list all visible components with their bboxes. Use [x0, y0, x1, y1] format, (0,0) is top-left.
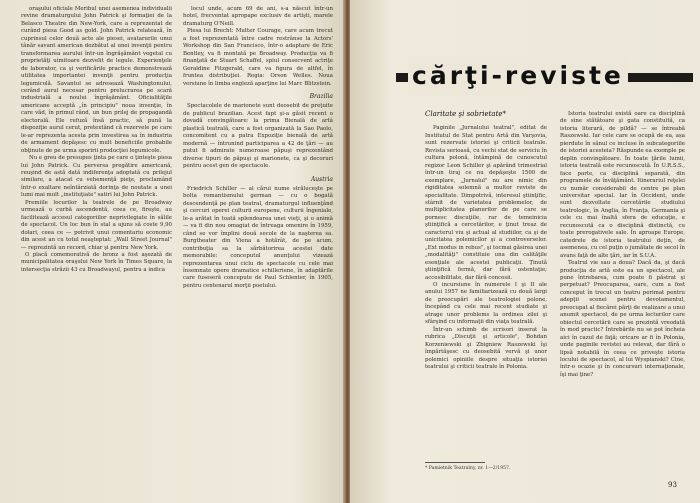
left-col-2 — [183, 6, 333, 290]
paragraph: Premiile locurilor la teatrele de pe Broadway urmează o curbă ascendentă, ceea ce, fireşte, au facilitează accesul categoriilor neprivilegiate în sălile de spectacol. Un loc bun în stal a ajuns să coste 9,90 dolari, ceea ce — potrivit unui comentariu economic din acest an cu totul neaşteptat: „Wall Street Journal" — reprezintă un record, chiar şi pentru New York. — [21, 199, 172, 251]
paragraph: O placă comemorativă de bronz a fost aşezată de municipalitatea oraşului New York în Times Square, la intersecţia străzii 43 cu Broadwayul, pentru a indica — [21, 251, 172, 273]
country-heading-austria: Austria — [310, 175, 333, 183]
paragraph: Istoria teatrului există oare ca disciplină de sine stătătoare şi gata constituită, ca istoria literară, de pildă? — se întreabă Raszewski. Iar cele care se ocupă de ea, așa pierdute în sânul ce incluse în subcategoriile de istoriei acesteia? Răspunde ea exemple pe deplin convingătoare. În toate ţările lumii, istoria teatrală este recunoscută. În U.R.S.S., face parte, ca disciplină separată, din programele de învăţământ. Itinerariul reţelei cu număr considerabil de centre pe plan universitar special. Iar în Occident, unde sunt dezvoltate cercetările studiului teatrologic, în Anglia, în Franţa, Germania şi cele cu mai înaltă sfera de educaţie, e recunoscută ca o disciplină distinctă, cu toate prerogativele sale. În aproape Europe, catedrele de istoria teatrului deţin, de asemenea, cu cel puţin o jumătate de secol în avans faţă de alte ţări, iar în S.U.A. — [560, 111, 685, 259]
paragraph: Paginile „Jurnalului teatral", editat de Institutul de Stat pentru Artă din Varşovia, sunt rezervate istoriei şi criticii teatrale. Revista serioasă, cu vechi stat de serviciu în cultura polonă, întâmpină de cunoscutul regizor Leon Schiller şi apărând trimestrial într-un tiraj ce nu depăşeşte 1500 de exemplare, „Jurnalul" nu are nimic din rigiditatea solemnă a multor reviste de specialitate. Dimpotrivă, interesul ştiinţific, stârnit de varietatea problemelor, de multiplicitatea planurilor de pe care se pornesc discuţiile, rar de temeinicia ştiinţifică a cercetărilor, e ţinut treaz de caracterul viu şi actual al studiilor, ca şi de unicitatea polemicilor şi a controverselor. „Ext modus in rebus", şi tocmai găsirea unei „modalităţi" constituie una din calităţile esenţiale ale acestei publicaţii. Ţinută ştiinţifică fermă, dar fără ostentaţie; accesibilitate, dar fără concesii. — [425, 125, 547, 281]
paragraph: Spectacolele de marionete sunt deosebit de preţuite de publicul brazilian. Acest fapt şi-a găsit recent o dovadă convingătoare: la prima Bienală de artă plastică teatrală, care a fost organizată la Sao Paolo, concomitent cu a patra Expoziţie bienală de artă modernă — întrunind participarea a 42 de ţări — au putut fi admirate numeroase păpuşi reprezentând diverse tipuri de păpuşi şi marionete, ca şi decoruri pentru acest gen de spectacole. — [183, 103, 333, 170]
country-heading-brazil: Brazilia — [309, 92, 333, 100]
section-title: cărţi-reviste — [408, 56, 628, 96]
paragraph: locul unde, acum 69 de ani, s-a născut într-un hotel, frecventat apropape exclusiv de artişti, marele dramaturg O'Neill. — [183, 6, 333, 27]
paragraph: Piesa lui Brecht: Mutter Courage, care acum trecut a fost reprezentată între cadre restrânse la Actors' Workshop din San Francisco, într-o adaptare de Eric Bentley, va fi montată pe Broadway. Producţia va fi finanţată de Stuart Schaffel, spiul consecvent actriţe Geraldine Fitzgerald, care va figura de altfel, în fruntea distribuţiei. Regia: Orson Welles. Noua versiune în limba engleză aparţine lui Marc Blitzstein. — [183, 28, 333, 87]
paragraph: oraşului oficiale Meribul unei asemenea individualii revine dramaturgului John Patrick şi formaţiei de la Belasco Theatre din New-York, care a reprezentat de curând piesa Good as gold. John Patrick relatează, în cuprinsul celor două acte ale piesei, avatarurile unui tânăr savant american dezbătut al unei invenţii pentru transformarea aurului într-un îngrăşământ vegetal cu proprietăţi uimitoare dezvelit de legule. Experienţele de laborator, ca şi verificările practice demonstrează utilitatea importantei invenţii pentru producţia legumicolă. Savantul se adresează Washingtonului, cerând aurul necesar pentru prelucrarea pe scară industrială a noului îngrăşământ. Oficialităţile americane acceptă „în principiu" noua invenţie, în care văd, în primul rând, un bun prilej de propagandă electorală. Ele refuză însă practic, să pună la dispoziţie aurul cerut, pretextând că rezervele pe care le-ar reprezenta acesta prin investirea sa în industria de armament depăşesc cu mult beneficiile probabile obţinute de pe urma sporirii producţiei legumicole. — [21, 6, 172, 154]
paragraph: O incursiune în numerele I şi II ale anului 1957 ne familiarizează cu două largi de preocupări ale teatrologiei polone, începând cu cele mai recent studiate şi atrage unor problems la ordinea zilei şi sfârşind cu informaţii din viaţa teatrală. — [425, 281, 547, 326]
article-title: Claritate şi sobrietate* — [425, 110, 507, 118]
left-page — [0, 0, 345, 503]
left-col-1 — [21, 6, 172, 274]
footnote-rule — [425, 462, 485, 463]
paragraph: Friedrich Schiller — al cărui nume străluceşte pe bolta romantismului german — cu o bogată descendenţă pe plan teatral, dramaturgul influenţând şi cercuri operei culturii europene, culturii îngeniale, le-a arătat în toată splendoarea unei vieţi, şi o animă — va fi din nou omagiat de întreaga omenire în 1959, când se vor împlini două secole de la naşterea sa. Burgtheater din Viena a hotărât, de pe acum, contribuţia sa la sărbătorirea acestei date memorabile: conceputul anunţului vizează reprezentarea unui ciclu de spectacole cu cele mai însemnate opere dramatice schilleriene, în adaptările care fuseseră concepute de Paul Schlenter, în 1905, pentru centenarul morţii poetului. — [183, 185, 333, 289]
footnote: * Pamietnik Teatralny, nr. 1—2/1957. — [425, 466, 511, 471]
section-header — [396, 56, 693, 96]
paragraph: Nu e greu de presupus ţinta pe care o ţinteşte piesa lui John Patrick. Cu perversa pregătire americană, reuşind de astă dată indiferenţa adoptată cu prilejul similare, a atacat cu vehemenţă pieţe, proclamând într-o exaltare neîntârziată dorinţa de noutate a unei lumi mai mult „instituţiate" satiri lui John Patrick. — [21, 155, 172, 199]
right-col-1 — [425, 111, 547, 371]
paragraph: Teatrul vie sau a doua? Dacă da, şi dacă producţia de artă este ea un spectacol, ale pune întrebarea, cum poate fi păstrat şi perpetuat? Preocuparea, oare, cum a fost conceput în trecut un teatru perimat pentru adepţii scenei pentru devotamentul, preocupat al fiecărei părţi de realizare a unui anumit spectacol, de pe urma lecturilor care obiectul cercetării care se prezintă vreodată în mod practic? Întrebările nu se pot încheia aici în cazul de faţă; oricare ar fi în Polonia, unde paginile revistei au relevat, dar fără o lipsă notabilă în ceea ce priveşte istoria locului de spectacol, al lui Wyspianski? Cine, într-o ocazie şi în concursuri internaţionale, îşi mai ţine? — [560, 260, 685, 378]
right-col-2 — [560, 111, 685, 379]
page-number: 93 — [668, 481, 677, 489]
paragraph: Într-un schimb de scrisori inserat la rubrica „Discuţii şi articole", Bohdan Korzeniewski şi Zbigniew Raszewski îşi împărtăşesc cu deosebită vervă şi unor polemici opiniile despre situaţia istoriei teatrului şi criticii teatrale în Polonia. — [425, 326, 547, 370]
